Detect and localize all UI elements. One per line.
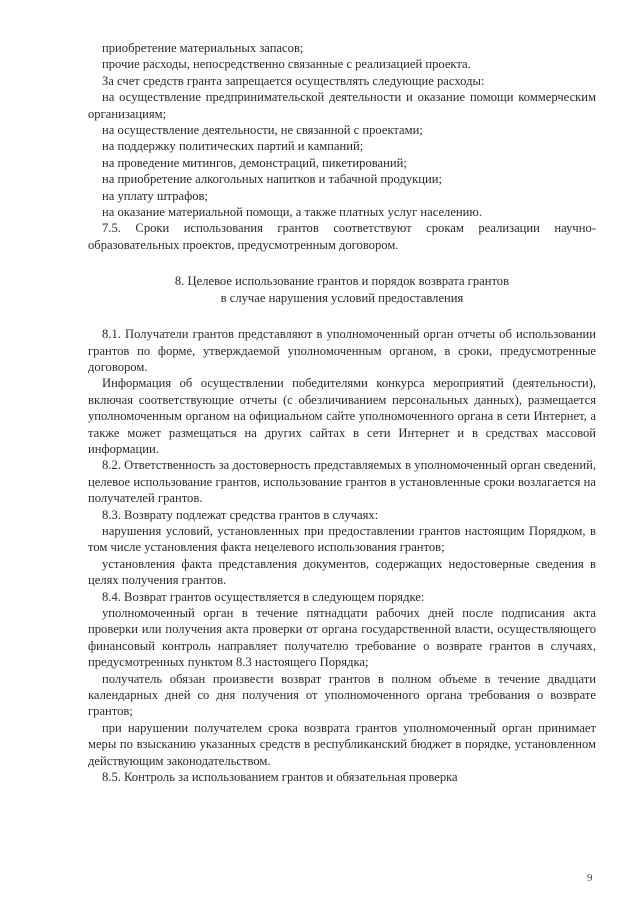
line-alcohol: на приобретение алкогольных напитков и табачной продукции; [102,172,442,187]
paragraph-8-4: 8.4. Возврат грантов осуществляется в следующем порядке: [102,589,425,604]
paragraph-8-4-c: при нарушении получателем срока возврата грантов уполномоченный орган принимает меры по взысканию указанных средств в республиканский бюджет в порядке, установленном действующим законодательством. [88,720,596,768]
section-8-heading [88,273,596,306]
paragraph-8-4-a: уполномоченный орган в течение пятнадцати рабочих дней после подписания акта проверки или получения акта проверки от органа государственной власти, осуществляющего финансовый контроль направляет получателю требование о возврате грантов в случаях, предусмотренных пунктом 8.3 настоящего Порядка; [88,606,596,670]
line-political: на поддержку политических партий и кампаний; [102,139,364,154]
paragraph-8-1: 8.1. Получатели грантов представляют в уполномоченный орган отчеты об использовании грантов по форме, утверждаемой уполномоченным органом, в сроки, предусмотренные договором. [88,327,596,374]
document-body [88,40,596,785]
paragraph-8-3-a: нарушения условий, установленных при предоставлении грантов настоящим Порядком, в том числе установления факта нецелевого использования грантов; [88,523,596,555]
paragraph-8-5: 8.5. Контроль за использованием грантов и обязательная проверка [102,770,458,785]
section-8-heading-line1: 8. Целевое использование грантов и порядок возврата грантов [174,274,510,289]
paragraph-8-3-b: установления факта представления документов, содержащих недостоверные сведения в целях получения грантов. [88,556,596,588]
line-fines: на уплату штрафов; [102,188,208,203]
line-rallies: на проведение митингов, демонстраций, пикетирований; [102,155,407,170]
line-other-expenses: прочие расходы, непосредственно связанные с реализацией проекта. [102,57,471,72]
line-material-aid: на оказание материальной помощи, а также платных услуг населению. [102,205,482,220]
section-8-heading-line2: в случае нарушения условий предоставления [220,290,464,305]
paragraph-8-2: 8.2. Ответственность за достоверность представляемых в уполномоченный орган сведений, целевое использование грантов, использование грантов в установленные сроки возлагается на получателей грантов. [88,458,596,506]
line-materials: приобретение материальных запасов; [102,41,304,55]
line-commercial: на осуществление предпринимательской деятельности и оказание помощи коммерческим организациям; [88,90,596,121]
line-prohibited-intro: За счет средств гранта запрещается осуществлять следующие расходы: [102,73,485,88]
page-number: 9 [587,872,593,884]
paragraph-info: Информация об осуществлении победителями конкурса мероприятий (деятельности), включая соответствующие отчеты (с обезличиванием персональных данных), размещается уполномоченным органом на официальном сайте уполномоченного органа в сети Интернет, а также может размещаться на других сайтах в сети Интернет и в средствах массовой информации. [88,376,596,456]
line-non-project: на осуществление деятельности, не связанной с проектами; [102,123,423,138]
paragraph-7-5: 7.5. Сроки использования грантов соответствуют срокам реализации научно-образовательных проектов, предусмотренным договором. [88,221,596,252]
paragraph-8-4-b: получатель обязан произвести возврат грантов в полном объеме в течение двадцати календарных дней со дня получения от уполномоченного органа требования о возврате грантов; [88,671,596,719]
paragraph-8-3: 8.3. Возврату подлежат средства грантов в случаях: [102,507,379,522]
